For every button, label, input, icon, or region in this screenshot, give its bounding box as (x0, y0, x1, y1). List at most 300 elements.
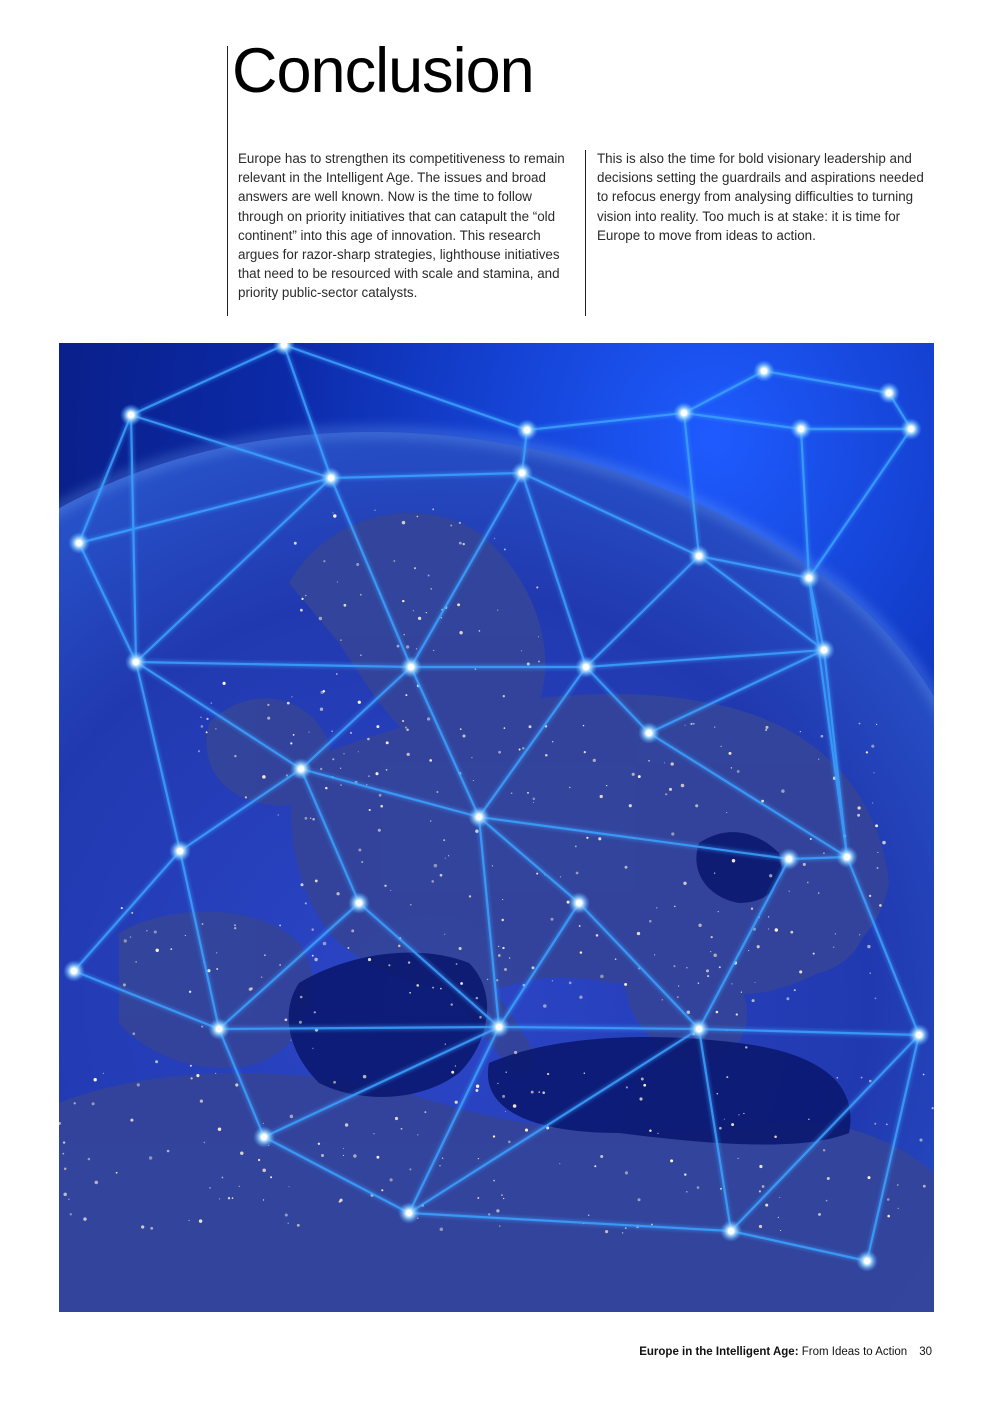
city-light-233 (600, 795, 603, 798)
city-light-311 (279, 964, 280, 965)
city-light-126 (859, 723, 861, 725)
city-light-59 (393, 560, 395, 562)
city-light-299 (121, 907, 123, 909)
city-light-339 (757, 945, 760, 948)
city-light-454 (531, 1091, 534, 1094)
network-node-7 (798, 426, 804, 432)
city-light-136 (340, 768, 341, 769)
city-light-426 (726, 1076, 728, 1078)
city-light-448 (390, 1178, 393, 1181)
city-light-48 (301, 598, 303, 600)
city-light-381 (381, 1189, 383, 1191)
city-light-141 (674, 906, 676, 908)
city-light-327 (514, 1051, 517, 1054)
city-light-128 (501, 919, 503, 921)
city-light-187 (579, 996, 582, 999)
city-light-329 (498, 954, 501, 957)
city-light-464 (600, 1155, 603, 1158)
city-light-198 (732, 859, 735, 862)
city-light-414 (141, 1225, 144, 1228)
city-light-179 (859, 934, 860, 935)
city-light-443 (409, 1168, 411, 1170)
city-light-307 (185, 935, 186, 936)
city-light-436 (886, 1124, 888, 1126)
city-light-480 (440, 1227, 444, 1231)
city-light-273 (312, 955, 314, 957)
city-light-88 (287, 702, 290, 705)
city-light-239 (593, 759, 596, 762)
city-light-284 (155, 949, 158, 952)
city-light-420 (499, 1225, 500, 1226)
city-light-234 (669, 788, 672, 791)
city-light-114 (376, 725, 379, 728)
city-light-501 (70, 1213, 72, 1215)
city-light-267 (879, 904, 882, 907)
city-light-384 (204, 1142, 206, 1144)
city-light-328 (479, 1016, 482, 1019)
network-node-13 (408, 664, 414, 670)
city-light-66 (360, 594, 362, 596)
city-light-215 (882, 841, 885, 844)
city-light-238 (536, 873, 538, 875)
city-light-164 (460, 982, 463, 985)
city-light-77 (320, 768, 322, 770)
city-light-123 (869, 972, 871, 974)
network-node-8 (908, 426, 914, 432)
city-light-369 (477, 1197, 479, 1199)
city-light-323 (451, 1003, 453, 1005)
city-light-9 (431, 588, 432, 589)
city-light-230 (866, 751, 868, 753)
network-node-24 (916, 1032, 922, 1038)
city-light-321 (547, 1073, 549, 1075)
city-light-377 (651, 1224, 653, 1226)
city-light-466 (424, 1111, 426, 1113)
city-light-422 (478, 1158, 479, 1159)
city-light-149 (368, 958, 371, 961)
network-node-27 (406, 1210, 412, 1216)
city-light-388 (503, 1198, 504, 1199)
city-light-166 (312, 818, 315, 821)
city-light-404 (897, 1184, 899, 1186)
city-light-361 (743, 1113, 744, 1114)
city-light-438 (209, 1187, 210, 1188)
network-node-6 (806, 575, 812, 581)
city-light-441 (290, 1115, 294, 1119)
city-light-196 (789, 891, 790, 892)
network-node-32 (576, 900, 582, 906)
city-light-188 (718, 911, 719, 912)
city-light-353 (745, 1046, 747, 1048)
city-light-182 (440, 874, 443, 877)
city-light-272 (336, 892, 339, 895)
city-light-14 (300, 609, 303, 612)
city-light-372 (137, 1083, 140, 1086)
city-light-22 (358, 751, 359, 752)
city-light-511 (218, 1127, 221, 1130)
city-light-109 (502, 899, 503, 900)
city-light-197 (379, 794, 382, 797)
city-light-168 (380, 805, 383, 808)
city-light-308 (250, 987, 253, 990)
city-light-467 (887, 1198, 890, 1201)
city-light-52 (336, 673, 338, 675)
city-light-20 (432, 508, 434, 510)
city-light-83 (262, 775, 266, 779)
city-light-433 (103, 1073, 104, 1074)
city-light-94 (245, 796, 247, 798)
city-light-315 (146, 930, 147, 931)
city-light-254 (751, 908, 753, 910)
city-light-500 (150, 1227, 153, 1230)
city-light-56 (414, 567, 416, 569)
city-light-38 (337, 581, 338, 582)
city-light-140 (445, 858, 446, 859)
city-light-478 (285, 1213, 288, 1216)
city-light-352 (741, 992, 742, 993)
city-light-468 (439, 1165, 440, 1166)
city-light-503 (340, 1199, 343, 1202)
page-footer (639, 1346, 932, 1358)
city-light-183 (436, 791, 438, 793)
network-node-9 (886, 390, 892, 396)
city-light-411 (643, 1084, 646, 1087)
city-light-266 (366, 784, 367, 785)
city-light-79 (234, 755, 236, 757)
city-light-28 (332, 512, 333, 513)
city-light-338 (677, 996, 679, 998)
city-light-268 (683, 882, 686, 885)
city-light-289 (154, 930, 157, 933)
city-light-8 (332, 758, 334, 760)
city-light-270 (410, 904, 412, 906)
city-light-180 (469, 895, 471, 897)
city-light-415 (263, 1123, 264, 1124)
city-light-412 (321, 1154, 324, 1157)
city-light-385 (270, 1176, 272, 1178)
city-light-288 (312, 1048, 313, 1049)
city-light-492 (215, 1073, 216, 1074)
city-light-319 (234, 924, 236, 926)
city-light-81 (198, 750, 200, 752)
city-light-416 (455, 1101, 458, 1104)
city-light-219 (504, 968, 507, 971)
city-light-97 (290, 742, 292, 744)
city-light-226 (390, 890, 391, 891)
network-node-19 (786, 856, 792, 862)
city-light-251 (711, 936, 713, 938)
city-light-11 (350, 732, 352, 734)
city-light-24 (406, 729, 409, 732)
city-light-346 (755, 982, 756, 983)
city-light-247 (416, 984, 419, 987)
city-light-214 (615, 958, 617, 960)
city-light-212 (821, 735, 824, 738)
city-light-46 (457, 603, 460, 606)
city-light-163 (768, 916, 769, 917)
city-light-406 (343, 1148, 344, 1149)
city-light-342 (662, 999, 664, 1001)
body-paragraph-right: This is also the time for bold visionary leadership and decisions setting the guardrails and aspirations needed to refocus energy from analysing difficulties to turning vision into reality. Too much is at stake: it is time for Europe to move from ideas to action. (597, 151, 924, 243)
europe-globe-network-illustration (59, 343, 934, 1312)
city-light-87 (293, 734, 295, 736)
city-light-158 (686, 967, 688, 969)
city-light-221 (351, 929, 354, 932)
city-light-474 (505, 1111, 506, 1112)
city-light-437 (63, 1141, 65, 1143)
network-node-5 (696, 553, 702, 559)
city-light-207 (569, 982, 572, 985)
city-light-410 (401, 1128, 403, 1130)
city-light-463 (353, 1154, 356, 1157)
network-node-26 (261, 1134, 267, 1140)
city-light-26 (294, 542, 297, 545)
city-light-139 (671, 762, 674, 765)
city-light-435 (95, 1181, 99, 1185)
city-light-40 (426, 612, 427, 613)
city-light-208 (301, 883, 304, 886)
city-light-225 (833, 947, 834, 948)
city-light-357 (637, 1198, 640, 1201)
city-light-91 (278, 814, 279, 815)
city-light-76 (206, 731, 208, 733)
city-light-283 (130, 936, 131, 937)
city-light-125 (527, 792, 529, 794)
city-light-395 (232, 1197, 234, 1199)
city-light-151 (731, 767, 732, 768)
city-light-1 (404, 634, 405, 635)
city-light-423 (774, 1136, 777, 1139)
network-node-15 (821, 647, 827, 653)
city-light-156 (533, 798, 536, 801)
city-light-253 (818, 759, 819, 760)
city-light-397 (130, 1119, 133, 1122)
city-light-54 (504, 548, 506, 550)
city-light-405 (92, 1102, 95, 1105)
city-light-124 (695, 804, 698, 807)
city-light-479 (639, 1097, 642, 1100)
city-light-202 (818, 892, 819, 893)
footer-publication-bold: Europe in the Intelligent Age: (639, 1346, 799, 1358)
city-light-195 (678, 985, 679, 986)
city-light-295 (261, 976, 263, 978)
city-light-452 (686, 1191, 688, 1193)
city-light-461 (670, 1159, 673, 1162)
city-light-160 (545, 754, 548, 757)
city-light-37 (308, 731, 309, 732)
network-node-10 (761, 368, 767, 374)
city-light-417 (190, 1077, 192, 1079)
city-light-345 (654, 954, 655, 955)
city-light-490 (697, 1186, 700, 1189)
city-light-162 (598, 837, 601, 840)
city-light-356 (200, 1099, 203, 1102)
city-light-396 (626, 1086, 628, 1088)
city-light-444 (923, 1074, 925, 1076)
city-light-330 (456, 963, 458, 965)
city-light-274 (648, 760, 650, 762)
city-light-458 (513, 1104, 517, 1108)
city-light-439 (373, 1133, 374, 1134)
network-node-17 (476, 814, 482, 820)
city-light-89 (200, 717, 201, 718)
city-light-460 (737, 1158, 738, 1159)
city-light-400 (720, 1188, 722, 1190)
city-light-165 (698, 982, 699, 983)
city-light-108 (398, 945, 400, 947)
city-light-453 (584, 1072, 585, 1073)
city-light-186 (579, 925, 581, 927)
city-light-402 (496, 1209, 499, 1212)
city-light-382 (199, 1219, 202, 1222)
city-light-264 (737, 770, 740, 773)
city-light-155 (471, 757, 472, 758)
city-light-477 (196, 1074, 199, 1077)
city-light-127 (786, 997, 789, 1000)
city-light-71 (503, 695, 505, 697)
city-light-3 (459, 522, 461, 524)
city-light-245 (368, 775, 370, 777)
city-light-80 (286, 774, 288, 776)
network-node-31 (76, 540, 82, 546)
city-light-445 (417, 1134, 418, 1135)
city-light-134 (386, 769, 388, 771)
city-light-178 (765, 729, 767, 731)
city-light-365 (88, 1158, 91, 1161)
city-light-229 (459, 947, 462, 950)
city-light-296 (285, 1018, 288, 1021)
city-light-111 (300, 996, 303, 999)
city-light-220 (775, 928, 778, 931)
city-light-216 (800, 731, 801, 732)
city-light-241 (649, 920, 652, 923)
city-light-231 (877, 852, 878, 853)
city-light-174 (665, 793, 667, 795)
city-light-58 (406, 645, 409, 648)
city-light-142 (719, 966, 721, 968)
city-light-57 (374, 510, 375, 511)
city-light-51 (538, 636, 539, 637)
city-light-47 (418, 617, 421, 620)
city-light-261 (769, 874, 772, 877)
city-light-146 (875, 998, 877, 1000)
city-light-442 (898, 1208, 899, 1209)
city-light-451 (525, 1129, 528, 1132)
city-light-297 (190, 1065, 192, 1067)
city-light-25 (320, 708, 323, 711)
network-node-30 (646, 730, 652, 736)
city-light-282 (311, 928, 313, 930)
city-light-398 (778, 1217, 779, 1218)
city-light-189 (698, 924, 701, 927)
city-light-389 (501, 1194, 503, 1196)
city-light-27 (460, 728, 462, 730)
city-light-236 (378, 829, 381, 832)
city-light-133 (511, 792, 513, 794)
city-light-235 (728, 752, 731, 755)
city-light-205 (799, 970, 802, 973)
city-light-287 (132, 1032, 135, 1035)
city-light-15 (536, 586, 538, 588)
city-light-341 (707, 975, 709, 977)
city-light-249 (681, 784, 685, 788)
city-light-351 (716, 1011, 719, 1014)
city-light-62 (479, 630, 481, 632)
city-light-84 (223, 682, 226, 685)
city-light-211 (304, 817, 307, 820)
city-light-387 (868, 1176, 871, 1179)
network-node-23 (696, 1026, 702, 1032)
city-light-199 (552, 741, 553, 742)
city-light-509 (622, 1232, 623, 1233)
city-light-147 (761, 800, 764, 803)
city-light-222 (384, 885, 386, 887)
city-light-232 (835, 933, 836, 934)
city-light-5 (333, 514, 336, 517)
city-light-334 (445, 1043, 446, 1044)
city-light-409 (542, 1091, 545, 1094)
city-light-63 (519, 749, 521, 751)
city-light-505 (919, 1138, 922, 1141)
city-light-78 (267, 704, 269, 706)
city-light-325 (455, 1065, 456, 1066)
city-light-252 (343, 753, 344, 754)
page-number: 30 (919, 1346, 932, 1358)
city-light-113 (671, 832, 674, 835)
city-light-204 (580, 951, 582, 953)
city-light-391 (605, 1230, 608, 1233)
city-light-376 (836, 1077, 838, 1079)
city-light-293 (264, 954, 266, 956)
city-light-286 (123, 983, 126, 986)
city-light-427 (189, 1220, 190, 1221)
city-light-23 (441, 617, 442, 618)
city-light-55 (521, 650, 522, 651)
city-light-276 (388, 964, 390, 966)
city-light-246 (408, 961, 410, 963)
city-light-424 (765, 1204, 768, 1207)
city-light-484 (167, 1150, 170, 1153)
city-light-157 (432, 987, 434, 989)
city-light-191 (430, 820, 432, 822)
city-light-470 (363, 1075, 367, 1079)
city-light-92 (211, 702, 212, 703)
city-light-374 (559, 1163, 560, 1164)
city-light-228 (473, 780, 474, 781)
city-light-440 (641, 1078, 644, 1081)
city-light-324 (496, 979, 498, 981)
city-light-473 (488, 1213, 490, 1215)
city-light-30 (417, 516, 419, 518)
city-light-256 (690, 723, 692, 725)
city-light-462 (827, 1177, 830, 1180)
city-light-350 (673, 965, 675, 967)
city-light-145 (876, 724, 877, 725)
city-light-348 (687, 1011, 691, 1015)
city-light-255 (375, 772, 378, 775)
city-light-106 (475, 830, 478, 833)
city-light-300 (290, 1039, 291, 1040)
city-light-68 (360, 655, 361, 656)
city-light-152 (693, 723, 695, 725)
city-light-465 (649, 1129, 651, 1131)
city-light-144 (532, 966, 535, 969)
city-light-153 (369, 809, 371, 811)
city-light-209 (409, 992, 411, 994)
city-light-304 (131, 912, 133, 914)
network-node-25 (71, 968, 77, 974)
city-light-190 (606, 785, 607, 786)
